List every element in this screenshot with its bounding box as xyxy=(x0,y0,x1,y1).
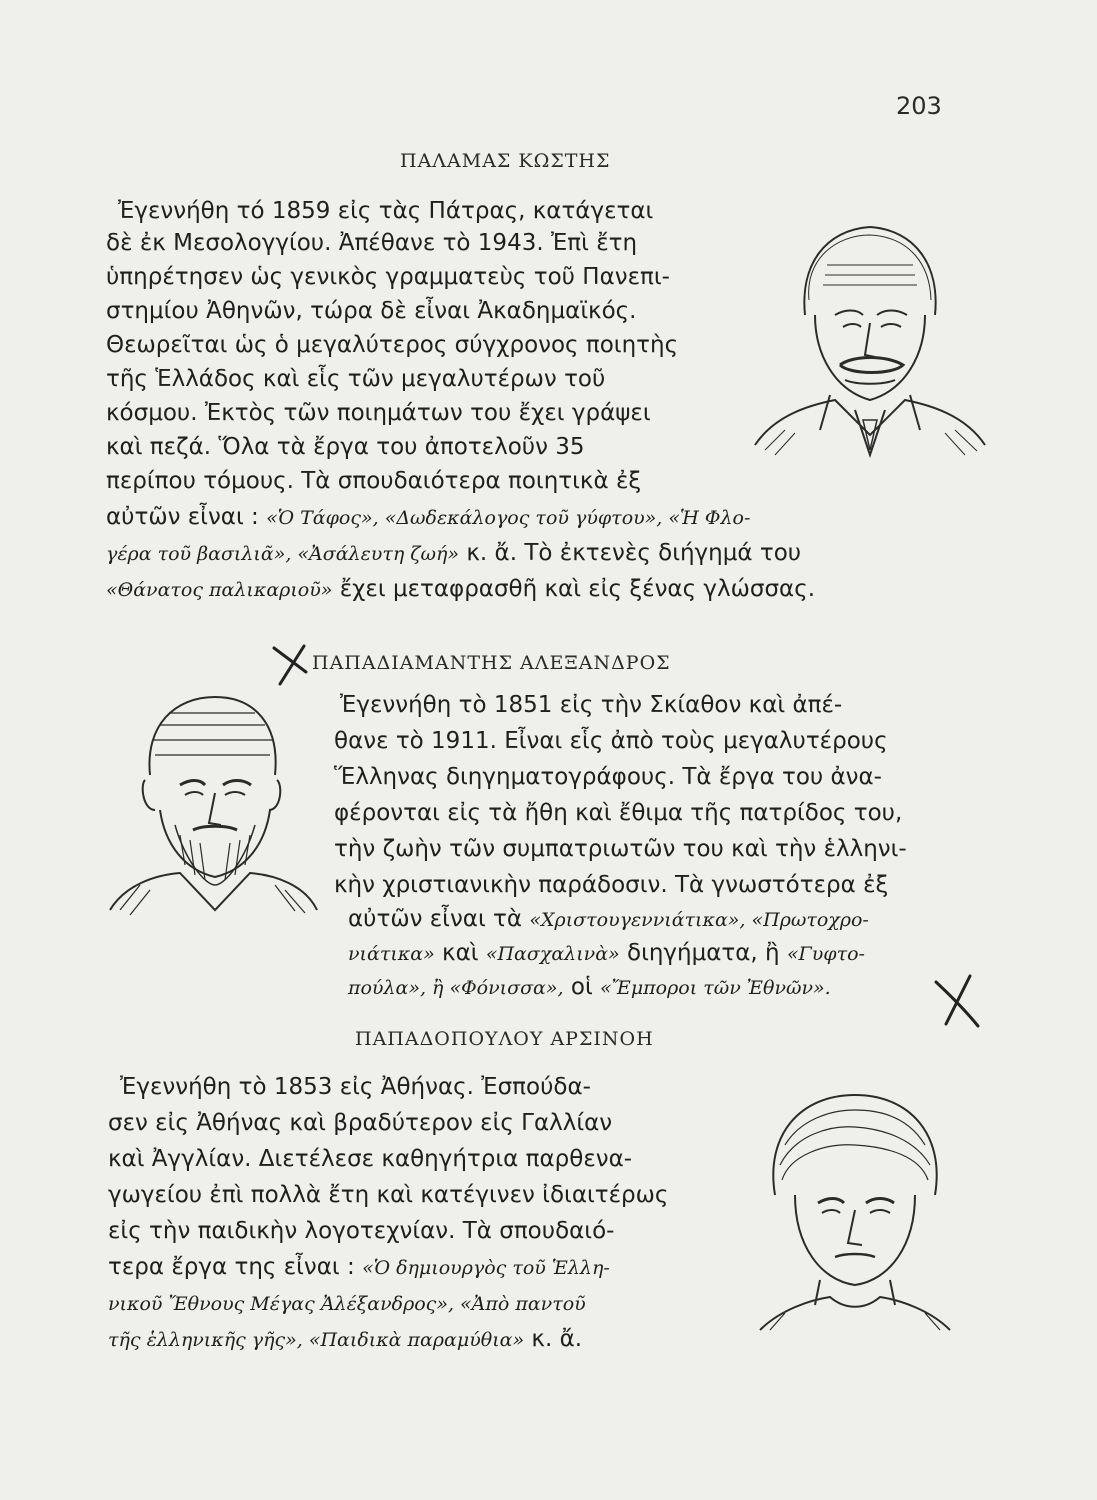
handwritten-x-mark xyxy=(930,970,982,1030)
text-line xyxy=(108,1252,610,1283)
text-line: καὶ Ἀγγλίαν. Διετέλεσε καθηγήτρια παρθενα- xyxy=(108,1146,633,1172)
title-italic: νικοῦ Ἔθνους Μέγας Ἀλέξανδρος», «Ἀπὸ παντοῦ xyxy=(108,1293,586,1315)
text-line xyxy=(108,1324,582,1355)
text-line: περίπου τόμους. Τὰ σπουδαιότερα ποιητικὰ ἐξ xyxy=(106,468,642,494)
text-fragment: καὶ xyxy=(442,940,479,966)
title-italic: γέρα τοῦ βασιλιᾶ», «Ἀσάλευτη ζωή» xyxy=(106,543,460,565)
title-italic: «Ὁ Τάφος», «Δωδεκάλογος τοῦ γύφτου», «Ἡ Φλο- xyxy=(266,507,751,529)
title-italic: «Ὁ δημιουργὸς τοῦ Ἑλλη- xyxy=(362,1257,610,1279)
text-line: Ἕλληνας διηγηματογράφους. Τὰ ἔργα του ἀνα- xyxy=(334,764,882,790)
text-line: στημίου Ἀθηνῶν, τώρα δὲ εἶναι Ἀκαδημαϊκός. xyxy=(106,298,637,324)
page-number: 203 xyxy=(896,92,942,120)
handwritten-x-mark xyxy=(270,642,310,688)
text-line: τῆς Ἑλλάδος καὶ εἷς τῶν μεγαλυτέρων τοῦ xyxy=(106,366,606,392)
text-line xyxy=(348,972,831,1003)
text-line: εἰς τὴν παιδικὴν λογοτεχνίαν. Τὰ σπουδαιό- xyxy=(108,1218,615,1244)
portrait-papadopoulou xyxy=(740,1085,970,1335)
text-line: δὲ ἐκ Μεσολογγίου. Ἀπέθανε τὸ 1943. Ἐπὶ ἔτη xyxy=(106,230,638,256)
text-line: γωγείου ἐπὶ πολλὰ ἔτη καὶ κατέγινεν ἰδιαιτέρως xyxy=(108,1182,669,1208)
section-heading-palamas: ΠΑΛΑΜΑΣ ΚΩΣΤΗΣ xyxy=(400,150,611,172)
text-line xyxy=(348,938,865,969)
text-line: θανε τὸ 1911. Εἶναι εἷς ἀπὸ τοὺς μεγαλυτέρους xyxy=(334,728,888,754)
text-line xyxy=(348,904,869,935)
text-line xyxy=(108,1288,586,1319)
title-italic: πούλα», ἢ «Φόνισσα», xyxy=(348,977,564,999)
title-italic: «Πασχαλινὰ» xyxy=(485,943,620,965)
text-line xyxy=(106,574,815,605)
text-line: τὴν ζωὴν τῶν συμπατριωτῶν του καὶ τὴν ἑλληνι- xyxy=(334,836,907,862)
section-heading-papadopoulou: ΠΑΠΑΔΟΠΟΥΛΟΥ ΑΡΣΙΝΟΗ xyxy=(355,1028,654,1050)
title-italic: «Γυφτο- xyxy=(786,943,865,965)
text-fragment: κ. ἄ. Τὸ ἐκτενὲς διήγημά του xyxy=(466,540,802,566)
title-italic: τῆς ἑλληνικῆς γῆς», «Παιδικὰ παραμύθια» xyxy=(108,1329,525,1351)
text-line: ὑπηρέτησεν ὡς γενικὸς γραμματεὺς τοῦ Πανεπι- xyxy=(106,264,670,290)
text-line: σεν εἰς Ἀθήνας καὶ βραδύτερον εἰς Γαλλίαν xyxy=(108,1110,613,1136)
text-line xyxy=(106,502,750,533)
text-line: φέρονται εἰς τὰ ἤθη καὶ ἔθιμα τῆς πατρίδος του, xyxy=(334,800,903,826)
text-fragment: οἱ xyxy=(570,974,593,1000)
portrait-palamas xyxy=(745,205,995,465)
section-heading-papadiamantis: ΠΑΠΑΔΙΑΜΑΝΤΗΣ ΑΛΕΞΑΝΔΡΟΣ xyxy=(312,652,671,674)
text-line xyxy=(106,538,801,569)
text-fragment: διηγήματα, ἢ xyxy=(627,940,780,966)
text-fragment: τερα ἔργα της εἶναι : xyxy=(108,1254,355,1280)
text-fragment: αὐτῶν εἶναι τὰ xyxy=(348,906,523,932)
text-line: Ἐγεννήθη τὸ 1851 εἰς τὴν Σκίαθον καὶ ἀπέ- xyxy=(340,692,843,718)
title-italic: «Ἔμποροι τῶν Ἐθνῶν». xyxy=(600,977,831,999)
text-line: κόσμου. Ἐκτὸς τῶν ποιημάτων του ἔχει γράψει xyxy=(106,400,651,426)
text-line: Θεωρεῖται ὡς ὁ μεγαλύτερος σύγχρονος ποιητὴς xyxy=(106,332,679,358)
title-italic: «Θάνατος παλικαριοῦ» xyxy=(106,579,333,601)
text-line: Ἐγεννήθη τό 1859 εἰς τὰς Πάτρας, κατάγεται xyxy=(118,198,654,224)
text-fragment: αὐτῶν εἶναι : xyxy=(106,504,259,530)
title-italic: «Χριστουγεννιάτικα», «Πρωτοχρο- xyxy=(529,909,869,931)
text-line: Ἐγεννήθη τὸ 1853 εἰς Ἀθήνας. Ἐσπούδα- xyxy=(120,1074,591,1100)
text-line: κὴν χριστιανικὴν παράδοσιν. Τὰ γνωστότερα ἐξ xyxy=(334,872,889,898)
text-fragment: κ. ἄ. xyxy=(531,1326,583,1352)
text-fragment: ἔχει μεταφρασθῆ καὶ εἰς ξένας γλώσσας. xyxy=(339,576,816,602)
title-italic: νιάτικα» xyxy=(348,943,435,965)
text-line: καὶ πεζά. Ὅλα τὰ ἔργα του ἀποτελοῦν 35 xyxy=(106,434,585,460)
portrait-papadiamantis xyxy=(105,685,320,920)
